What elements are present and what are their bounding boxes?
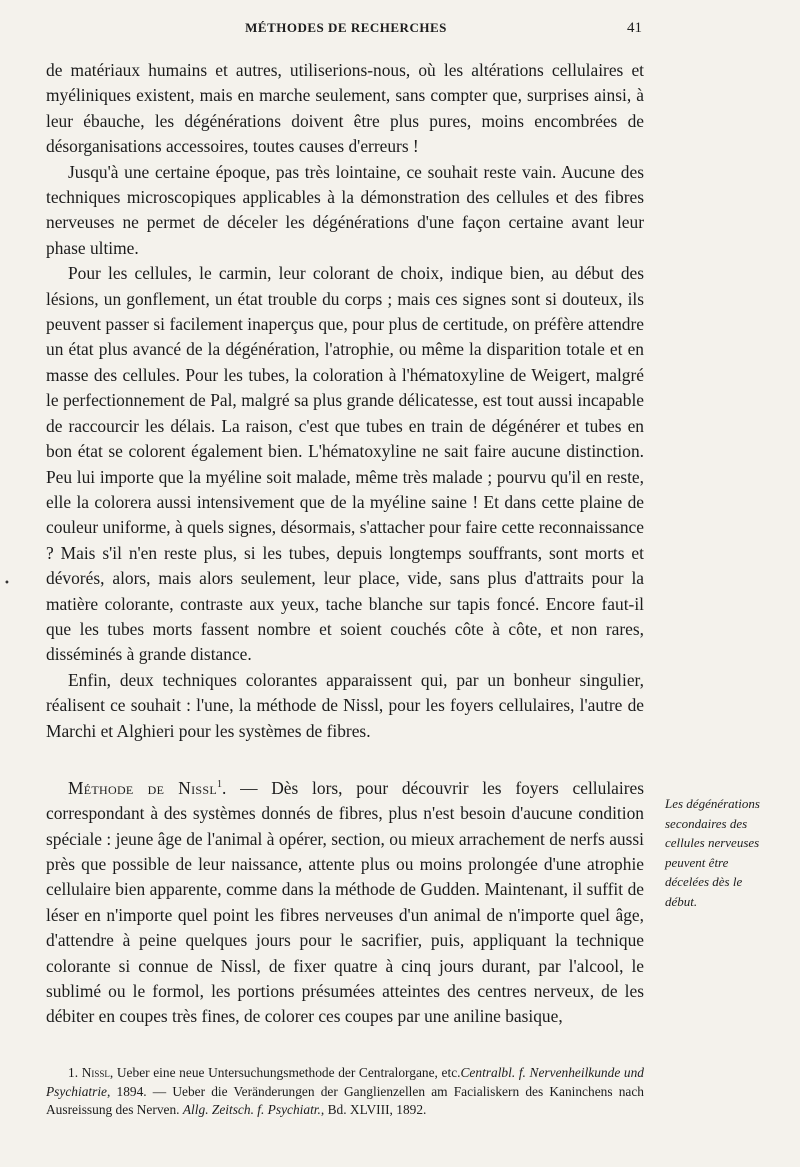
footnote-ref[interactable]: 1 (217, 778, 222, 790)
section-heading: Méthode de Nissl (68, 777, 217, 798)
page-number: 41 (627, 20, 642, 36)
paragraph-3: Pour les cellules, le carmin, leur colorant de choix, indique bien, au début des lésions, un gonflement, un état trouble du corps ; mais ces signes sont si douteux, ils peuvent passer si facilement inaperçus que, pour plus de certitude, on préfère attendre un état plus avancé de la dégénération, l'atrophie, ou même la disparition totale et en masse des cellules. Pour les tubes, la coloration à l'hématoxyline de Weigert, malgré le perfectionnement de Pal, malgré sa plus grande délicatesse, est tout aussi incapable de raccourcir les délais. La raison, c'est que tubes en train de dégénérer et tubes en bon état se colorent également bien. L'hématoxyline ne sait faire aucune distinction. Peu lui importe que la myéline soit malade, même très malade ; pourvu qu'il en reste, elle la colorera aussi intensivement que de la myéline saine ! Et dans cette plaine de couleur uniforme, à quels signes, désormais, s'attacher pour faire cette reconnaissance ? Mais s'il n'en reste plus, si les tubes, depuis longtemps souffrants, sont morts et dévorés, alors, mais alors seulement, leur place, vide, sans plus d'attraits pour la matière colorante, contraste aux yeux, tache blanche sur tapis foncé. Encore faut-il que les tubes morts fassent nombre et soient couchés côte à côte, et non rares, disséminés à grande distance. (46, 263, 644, 665)
paragraph-1: de matériaux humains et autres, utiliserions-nous, où les altérations cellulaires et myéliniques existent, mais en marche seulement, sans compter que, surprises ainsi, à leur ébauche, les dégénérations doivent être plus pures, moins encombrées de désorganisations accessoires, toutes causes d'erreurs ! (46, 60, 644, 157)
footnote-1 (46, 1064, 644, 1120)
paragraph-2: Jusqu'à une certaine époque, pas très lointaine, ce souhait reste vain. Aucune des techniques microscopiques applicables à la démonstration des cellules et des fibres nerveuses ne permet de déceler les dégénérations d'une façon certaine avant leur phase ultime. (46, 161, 644, 258)
section-gap (46, 744, 644, 772)
footnote-number: 1. (68, 1065, 79, 1080)
footnotes (46, 1064, 644, 1120)
paragraph-5 (46, 772, 644, 1030)
running-title: MÉTHODES DE RECHERCHES (245, 20, 447, 35)
margin-note: Les dégénérations secondaires des cellules nerveuses peuvent être décelées dès le début. (665, 796, 760, 909)
footnote-text-a: , Ueber eine neue Untersuchungsmethode der Centralorgane, etc. (109, 1065, 461, 1080)
footnote-text-b: , 1894. — Ueber die Veränderungen der Ganglienzellen am Facialiskern des Kaninchens nach Ausreissung des Nerven. (46, 1083, 644, 1117)
paragraph-5-text: . — Dès lors, pour découvrir les foyers cellulaires correspondant à des systèmes donnés de fibres, plus n'est besoin d'aucune condition spéciale : jeune âge de l'animal à opérer, section, ou mieux arrachement de nerfs aussi près que possible de leur naissance, attente plus ou moins prolongée d'une atrophie cellulaire bien apparente, comme dans la méthode de Gudden. Maintenant, il suffit de léser en n'importe quel point les fibres nerveuses d'un animal de n'importe quel âge, d'attendre à peine quelques jours pour le sacrifier, puis, appliquant la technique colorante si connue de Nissl, de fixer quatre à cinq jours durant, par l'alcool, le sublimé ou le formol, les portions présumées atteintes des centres nerveux, de les débiter en coupes très fines, de colorer ces coupes par une aniline basique, (46, 777, 644, 1027)
footnote-author: Nissl (81, 1065, 110, 1080)
paragraph-4: Enfin, deux techniques colorantes apparaissent qui, par un bonheur singulier, réalisent ce souhait : l'une, la méthode de Nissl, pour les foyers cellulaires, l'autre de Marchi et Alghieri pour les systèmes de fibres. (46, 669, 644, 741)
footnote-journal-2: Allg. Zeitsch. f. Psychiatr. (182, 1102, 321, 1117)
footnote-journal-1: Centralbl. f. Nervenheilkunde und Psychiatrie (46, 1065, 644, 1099)
main-text (46, 58, 644, 1030)
margin-dot: • (4, 578, 10, 589)
footnote-text-c: , Bd. XLVIII, 1892. (320, 1102, 427, 1117)
running-head (46, 20, 646, 42)
